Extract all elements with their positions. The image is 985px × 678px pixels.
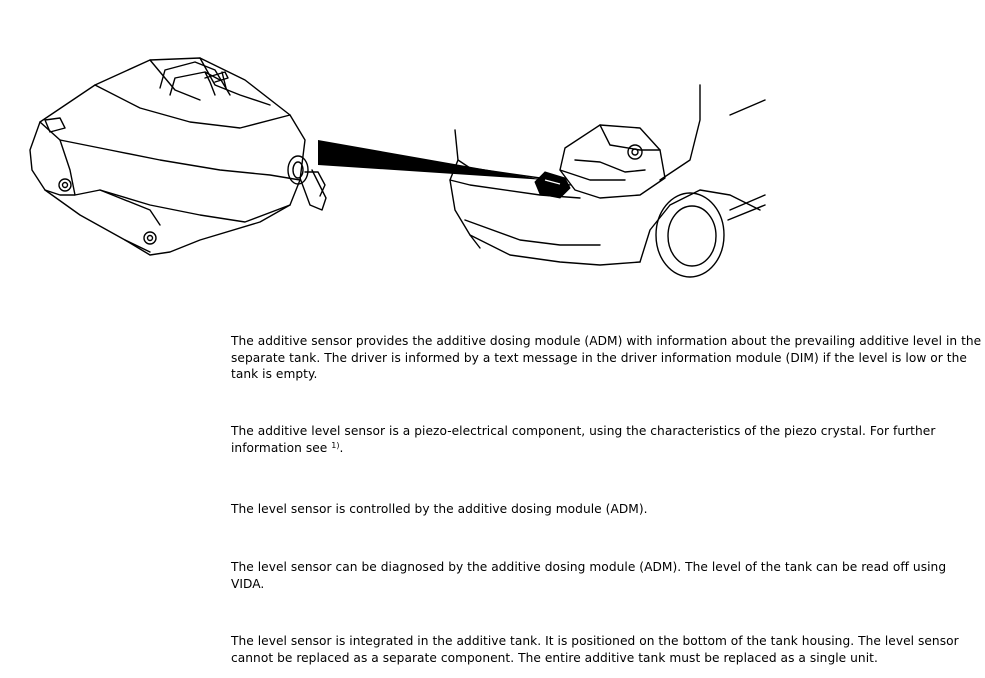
paragraph-replacement xyxy=(231,633,983,666)
paragraph-text: The level sensor is controlled by the additive dosing module (ADM). xyxy=(231,502,648,516)
paragraph-text-end: . xyxy=(339,440,344,455)
additive-tank-illustration xyxy=(0,0,985,300)
paragraph-diagnosis xyxy=(231,559,983,592)
paragraph-text xyxy=(231,423,983,456)
paragraph-sensor-purpose xyxy=(231,333,983,383)
paragraph-piezo-component xyxy=(231,423,983,456)
vehicle-rear-view xyxy=(450,85,765,277)
paragraph-text-main: The additive level sensor is a piezo-electrical component, using the characteristics of the piezo crystal. For further information see xyxy=(231,424,936,455)
footnote-reference[interactable]: 1) xyxy=(331,440,340,450)
paragraph-control xyxy=(231,501,983,518)
paragraph-text: The level sensor is integrated in the additive tank. It is positioned on the bottom of the tank housing. The level sensor cannot be replaced as a separate component. The entire additive tank must be replaced as a single unit. xyxy=(231,634,959,665)
additive-tank-closeup xyxy=(30,58,326,255)
paragraph-text: The additive sensor provides the additive dosing module (ADM) with information about the prevailing additive level in the separate tank. The driver is informed by a text message in the driver information module (DIM) if the level is low or the tank is empty. xyxy=(231,334,982,381)
paragraph-text: The level sensor can be diagnosed by the additive dosing module (ADM). The level of the tank can be read off using VIDA. xyxy=(231,560,947,591)
